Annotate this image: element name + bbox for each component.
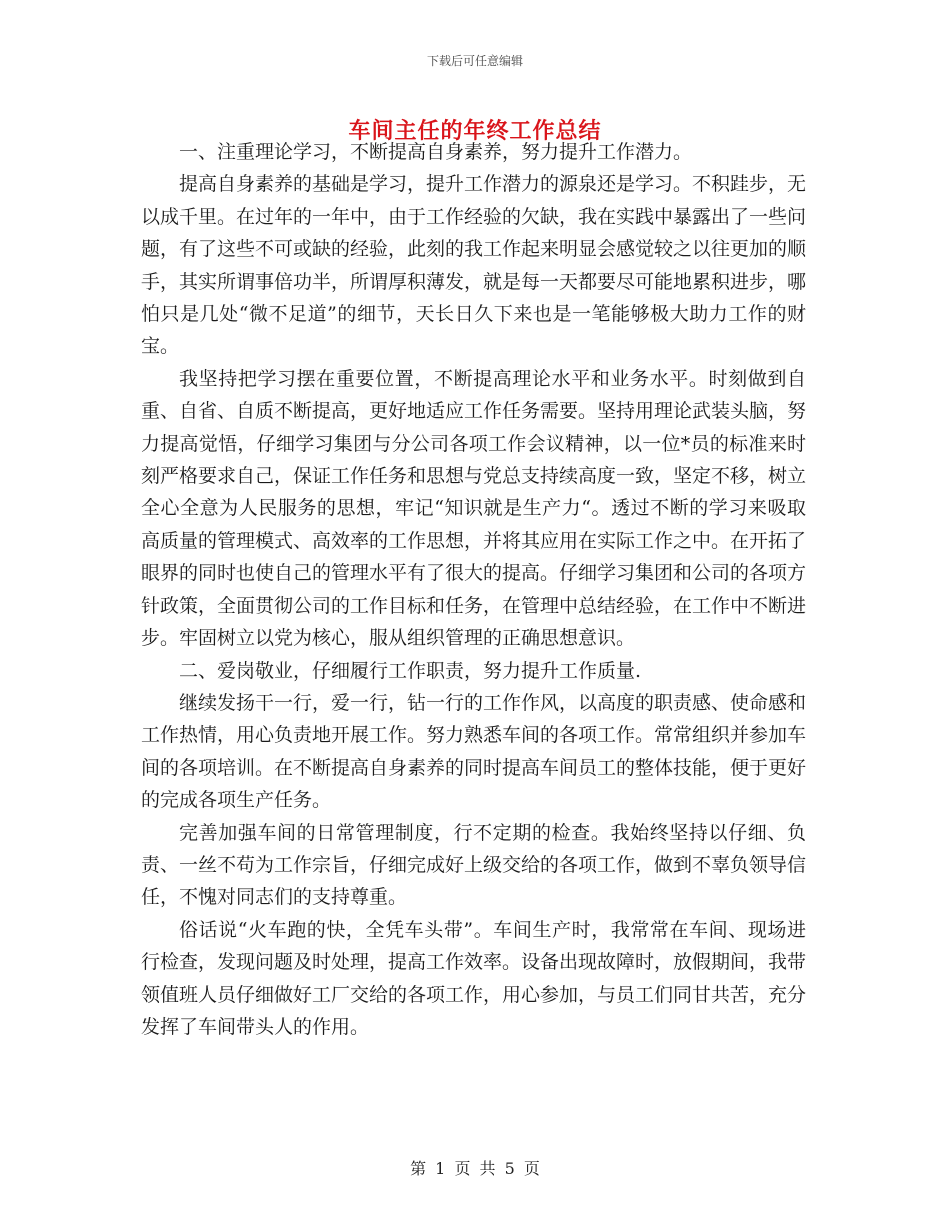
section-heading-1: 一、注重理论学习，不断提高自身素养，努力提升工作潜力。 bbox=[179, 141, 693, 163]
body-paragraph: 继续发扬干一行，爱一行，钻一行的工作作风，以高度的职责感、使命感和工作热情，用心负责地开展工作。努力熟悉车间的各项工作。常常组织并参加车间的各项培训。在不断提高自身素养的同时提高车间员工的整体技能，便于更好的完成各项生产任务。 bbox=[141, 691, 807, 812]
document-title: 车间主任的年终工作总结 bbox=[348, 118, 602, 144]
section-heading-2: 二、爱岗敬业，仔细履行工作职责，努力提升工作质量. bbox=[179, 659, 642, 682]
body-paragraph: 提高自身素养的基础是学习，提升工作潜力的源泉还是学习。不积跬步，无以成千里。在过年的一年中，由于工作经验的欠缺，我在实践中暴露出了一些问题，有了这些不可或缺的经验，此刻的我工作起来明显会感觉较之以往更加的顺手，其实所谓事倍功半，所谓厚积薄发，就是每一天都要尽可能地累积进步，哪怕只是几处“微不足道”的细节，天长日久下来也是一笔能够极大助力工作的财宝。 bbox=[141, 173, 807, 358]
body-paragraph: 俗话说“火车跑的快，全凭车头带”。车间生产时，我常常在车间、现场进行检查，发现问题及时处理，提高工作效率。设备出现故障时，放假期间，我带领值班人员仔细做好工厂交给的各项工作，用心参加，与员工们同甘共苦，充分发挥了车间带头人的作用。 bbox=[141, 918, 807, 1038]
document-body bbox=[141, 136, 806, 1043]
page-header: 下载后可任意编辑 bbox=[426, 54, 523, 68]
page-number-footer: 第 1 页 共 5 页 bbox=[410, 1159, 540, 1178]
body-paragraph: 我坚持把学习摆在重要位置，不断提高理论水平和业务水平。时刻做到自重、自省、自质不断提高，更好地适应工作任务需要。坚持用理论武装头脑，努力提高觉悟，仔细学习集团与分公司各项工作会议精神，以一位*员的标准来时刻严格要求自己，保证工作任务和思想与党总支持续高度一致，坚定不移，树立全心全意为人民服务的思想，牢记“知识就是生产力“。透过不断的学习来吸取高质量的管理模式、高效率的工作思想，并将其应用在实际工作之中。在开拓了眼界的同时也使自己的管理水平有了很大的提高。仔细学习集团和公司的各项方针政策，全面贯彻公司的工作目标和任务，在管理中总结经验，在工作中不断进步。牢固树立以党为核心，服从组织管理的正确思想意识。 bbox=[141, 367, 807, 650]
body-paragraph: 完善加强车间的日常管理制度，行不定期的检查。我始终坚持以仔细、负责、一丝不苟为工作宗旨，仔细完成好上级交给的各项工作，做到不辜负领导信任，不愧对同志们的支持尊重。 bbox=[141, 821, 807, 909]
